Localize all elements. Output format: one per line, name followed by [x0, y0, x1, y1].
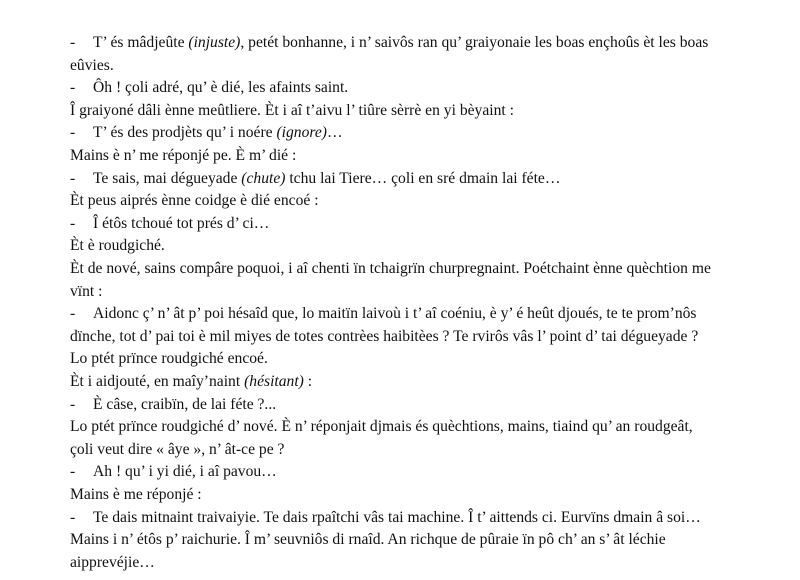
text-run: Aidonc ç’ n’ ât p’ poi hésaîd que, lo maitïn laivoù i t’ aî coéniu, è y’ é heût djoués, te te prom’nôs — [93, 305, 697, 323]
continuation-line — [70, 441, 284, 459]
text-run: eûvies. — [70, 56, 114, 74]
text-run: Te sais, mai dégueyade — [93, 169, 242, 187]
gloss-text: (ignore) — [276, 124, 327, 142]
text-run: … — [327, 124, 343, 142]
text-run: Mains i n’ étôs p’ raichurie. Î m’ seuvniôs di rnaîd. An richque de pûraie ïn pô ch’ an s’ ât léchie — [70, 531, 666, 549]
paragraph-line — [70, 192, 319, 210]
paragraph-line — [70, 147, 296, 165]
text-run: : — [303, 373, 313, 390]
text-run: Èt de nové, sains compâre poquoi, i aî chenti ïn tchaigrïn churpregnaint. Poétchaint ènne quèchtion me — [70, 260, 711, 277]
dialogue-dash: - — [70, 124, 76, 142]
text-run: , petét bonhanne, i n’ saivôs ran qu’ graiyonaie les boas ençhoûs èt les boas — [240, 34, 709, 51]
continuation-line — [70, 554, 155, 572]
dialogue-dash: - — [70, 395, 76, 413]
paragraph-line — [70, 237, 165, 255]
dialogue-dash: - — [70, 508, 76, 526]
dialogue-line — [93, 79, 348, 97]
dialogue-dash: - — [70, 79, 76, 97]
continuation-line — [70, 283, 103, 301]
text-run: È câse, craibïn, de lai féte ?... — [93, 395, 277, 413]
dialogue-dash: - — [70, 305, 76, 323]
text-run: dïnche, tot d’ pai toi è mil miyes de totes contrèes haibitèes ? Te rvirôs vâs l’ point d’ tai dégueyade ? — [70, 327, 699, 345]
paragraph-line — [70, 486, 202, 504]
paragraph-line — [70, 102, 514, 120]
text-run: Èt peus aiprés ènne coidge è dié encoé : — [70, 192, 319, 210]
dialogue-dash: - — [70, 34, 76, 51]
dialogue-dash: - — [70, 214, 76, 232]
dialogue-line — [93, 170, 560, 188]
text-run: çoli veut dire « âye », n’ ât-ce pe ? — [70, 440, 285, 458]
dialogue-dash: - — [70, 169, 76, 187]
dialogue-line — [93, 34, 708, 52]
paragraph-line — [70, 373, 312, 391]
text-run: Èt i aidjouté, en maîy’naint — [70, 373, 245, 390]
gloss-text: (hésitant) — [244, 373, 304, 390]
text-run: Te dais mitnaint traivaiyie. Te dais rpaîtchi vâs tai machine. Î t’ aittends ci. Eurvïns dmain â soi… — [93, 508, 701, 526]
dialogue-dash: - — [70, 463, 76, 481]
gloss-text: (chute) — [241, 169, 286, 187]
text-run: Î graiyoné dâli ènne meûtliere. Èt i aî t’aivu l’ tiûre sèrrè en yi bèyaint : — [70, 101, 514, 119]
text-run: aipprevéjie… — [70, 553, 155, 571]
dialogue-line — [93, 396, 276, 414]
text-run: Ôh ! çoli adré, qu’ è dié, les afaints saint. — [93, 79, 349, 97]
text-run: Mains è n’ me réponjé pe. È m’ dié : — [70, 147, 297, 164]
continuation-line — [70, 328, 698, 346]
text-run: tchu lai Tiere… çoli en sré dmain lai féte… — [285, 169, 561, 187]
text-run: Ah ! qu’ i yi dié, i aî pavou… — [93, 463, 277, 481]
text-run: Î étôs tchoué tot prés d’ ci… — [93, 214, 270, 232]
dialogue-line — [93, 215, 269, 233]
paragraph-line — [70, 531, 666, 549]
text-run: T’ és des prodjèts qu’ i noére — [93, 124, 277, 142]
text-run: vïnt : — [70, 282, 103, 300]
text-run: Èt è roudgiché. — [70, 237, 165, 255]
paragraph-line — [70, 260, 711, 278]
gloss-text: (injuste) — [188, 34, 241, 51]
text-run: Mains è me réponjé : — [70, 486, 202, 503]
paragraph-line — [70, 350, 268, 368]
text-run: T’ és mâdjeûte — [93, 34, 189, 51]
text-run: Lo ptét prïnce roudgiché d’ nové. È n’ réponjait djmais és quèchtions, mains, tiaind qu’ an roudgeât, — [70, 418, 693, 436]
dialogue-line — [93, 124, 343, 142]
dialogue-line — [93, 305, 697, 323]
continuation-line — [70, 57, 114, 75]
text-run: Lo ptét prïnce roudgiché encoé. — [70, 350, 268, 368]
dialogue-line — [93, 463, 277, 481]
dialogue-line — [93, 509, 701, 527]
paragraph-line — [70, 418, 693, 436]
